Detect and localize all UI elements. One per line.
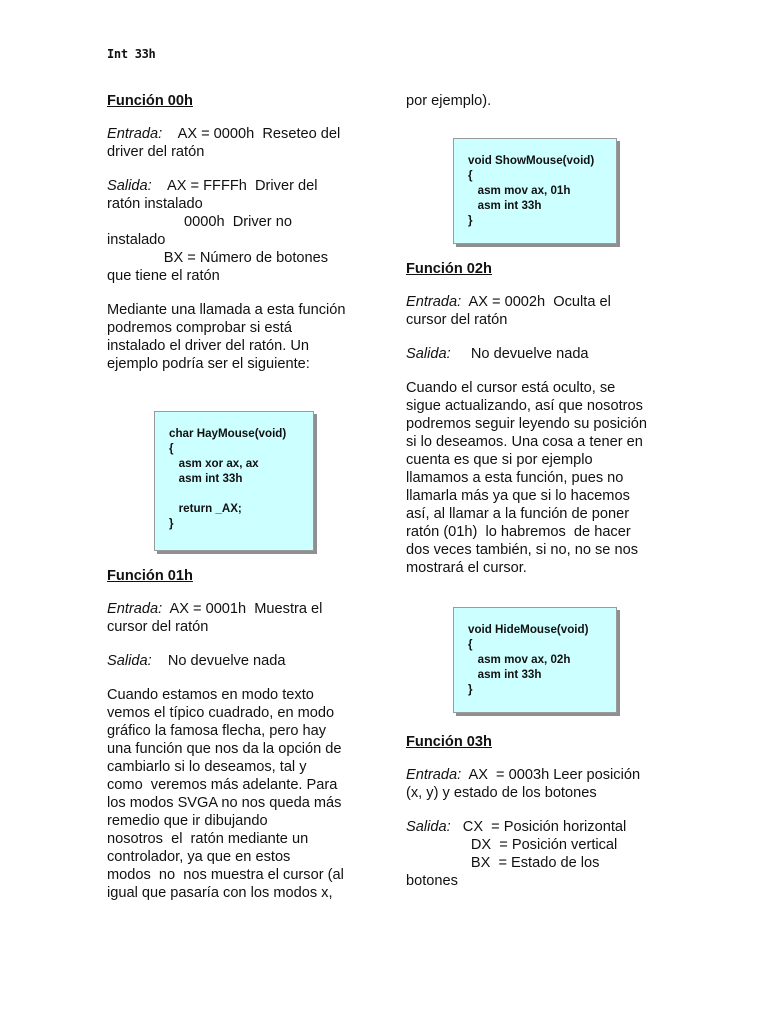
description-line: si lo deseamos. Una cosa a tener en (406, 434, 643, 450)
continuation-text (406, 92, 661, 110)
entrada-label: Entrada: (107, 601, 163, 617)
salida-text: botones (406, 873, 458, 889)
description-line: controlador, ya que en estos (107, 849, 291, 865)
salida-text: DX = Posición vertical (406, 837, 618, 853)
description-line: igual que pasaría con los modos x, (107, 885, 333, 901)
function-01h-entrada (107, 600, 362, 636)
function-00h-salida (107, 177, 362, 285)
salida-text: CX = Posición horizontal (450, 819, 627, 835)
description-line: cambiarlo si lo deseamos, tal y (107, 759, 307, 775)
description-line: ratón (01h) lo habremos de hacer (406, 524, 631, 540)
entrada-text: cursor del ratón (406, 312, 508, 328)
code-line: { (468, 169, 473, 182)
description-line: dos veces también, si no, no se nos (406, 542, 639, 558)
salida-text: BX = Estado de los (406, 855, 600, 871)
description-line: ejemplo podría ser el siguiente: (107, 356, 310, 372)
code-line: void ShowMouse(void) (468, 154, 595, 167)
salida-text: instalado (107, 232, 166, 248)
code-line: asm int 33h (468, 668, 542, 681)
description-line: cuenta es que si por ejemplo (406, 452, 593, 468)
description-line: instalado el driver del ratón. Un (107, 338, 309, 354)
left-column (107, 92, 362, 918)
description-line: gráfico la famosa flecha, pero hay (107, 723, 327, 739)
salida-text: No devuelve nada (450, 346, 589, 362)
page-header: Int 33h (107, 47, 156, 61)
code-line: } (468, 683, 473, 696)
entrada-label: Entrada: (107, 126, 163, 142)
salida-text: 0000h Driver no (107, 214, 292, 230)
description-line: llamarla más ya que si lo hacemos (406, 488, 630, 504)
function-03h-heading: Función 03h (406, 734, 492, 750)
code-line: asm int 33h (468, 199, 542, 212)
function-01h-description (107, 686, 362, 902)
function-02h-heading: Función 02h (406, 261, 492, 277)
salida-label: Salida: (406, 346, 451, 362)
entrada-text: AX = 0000h Reseteo del (162, 126, 341, 142)
description-line: nosotros el ratón mediante un (107, 831, 309, 847)
salida-label: Salida: (107, 178, 152, 194)
function-00h-description (107, 301, 362, 373)
code-line: asm mov ax, 02h (468, 653, 571, 666)
entrada-text: cursor del ratón (107, 619, 209, 635)
entrada-text: AX = 0002h Oculta el (461, 294, 611, 310)
salida-text: BX = Número de botones (107, 250, 329, 266)
code-line: void HideMouse(void) (468, 623, 589, 636)
function-02h-salida (406, 345, 661, 363)
code-line: } (169, 517, 174, 530)
description-line: llamamos a esta función, pues no (406, 470, 624, 486)
description-line: mostrará el cursor. (406, 560, 527, 576)
function-00h-heading: Función 00h (107, 93, 193, 109)
description-line: podremos comprobar si está (107, 320, 292, 336)
description-line: vemos el típico cuadrado, en modo (107, 705, 335, 721)
code-line: asm int 33h (169, 472, 243, 485)
salida-text: que tiene el ratón (107, 268, 220, 284)
function-01h-heading: Función 01h (107, 568, 193, 584)
right-column (406, 92, 661, 906)
code-line: asm xor ax, ax (169, 457, 259, 470)
salida-label: Salida: (406, 819, 451, 835)
entrada-text: AX = 0003h Leer posición (461, 767, 641, 783)
function-03h-entrada (406, 766, 661, 802)
entrada-text: driver del ratón (107, 144, 205, 160)
description-line: Cuando estamos en modo texto (107, 687, 314, 703)
entrada-label: Entrada: (406, 767, 462, 783)
salida-text: AX = FFFFh Driver del (151, 178, 318, 194)
description-line: modos no nos muestra el cursor (al (107, 867, 344, 883)
code-line: } (468, 214, 473, 227)
code-line: char HayMouse(void) (169, 427, 287, 440)
code-line: { (169, 442, 174, 455)
salida-text: No devuelve nada (151, 653, 286, 669)
description-line: como veremos más adelante. Para (107, 777, 338, 793)
function-00h-entrada (107, 125, 362, 161)
function-01h-salida (107, 652, 362, 670)
hidemouse-code-box (453, 607, 617, 713)
entrada-text: AX = 0001h Muestra el (162, 601, 323, 617)
showmouse-code-box (453, 138, 617, 244)
entrada-text: (x, y) y estado de los botones (406, 785, 597, 801)
description-line: remedio que ir dibujando (107, 813, 268, 829)
description-line: Cuando el cursor está oculto, se (406, 380, 616, 396)
salida-text: ratón instalado (107, 196, 203, 212)
function-02h-entrada (406, 293, 661, 329)
entrada-label: Entrada: (406, 294, 462, 310)
function-03h-salida (406, 818, 661, 890)
haymouse-code-box (154, 411, 314, 551)
code-line: return _AX; (169, 502, 242, 515)
description-line: los modos SVGA no nos queda más (107, 795, 342, 811)
description-line: así, al llamar a la función de poner (406, 506, 630, 522)
salida-label: Salida: (107, 653, 152, 669)
code-line: asm mov ax, 01h (468, 184, 571, 197)
code-line: { (468, 638, 473, 651)
function-02h-description (406, 379, 661, 577)
description-line: podremos seguir leyendo su posición (406, 416, 647, 432)
code-blank-line (169, 486, 301, 501)
description-line: por ejemplo). (406, 93, 492, 109)
description-line: Mediante una llamada a esta función (107, 302, 346, 318)
description-line: sigue actualizando, así que nosotros (406, 398, 643, 414)
description-line: una función que nos da la opción de (107, 741, 342, 757)
